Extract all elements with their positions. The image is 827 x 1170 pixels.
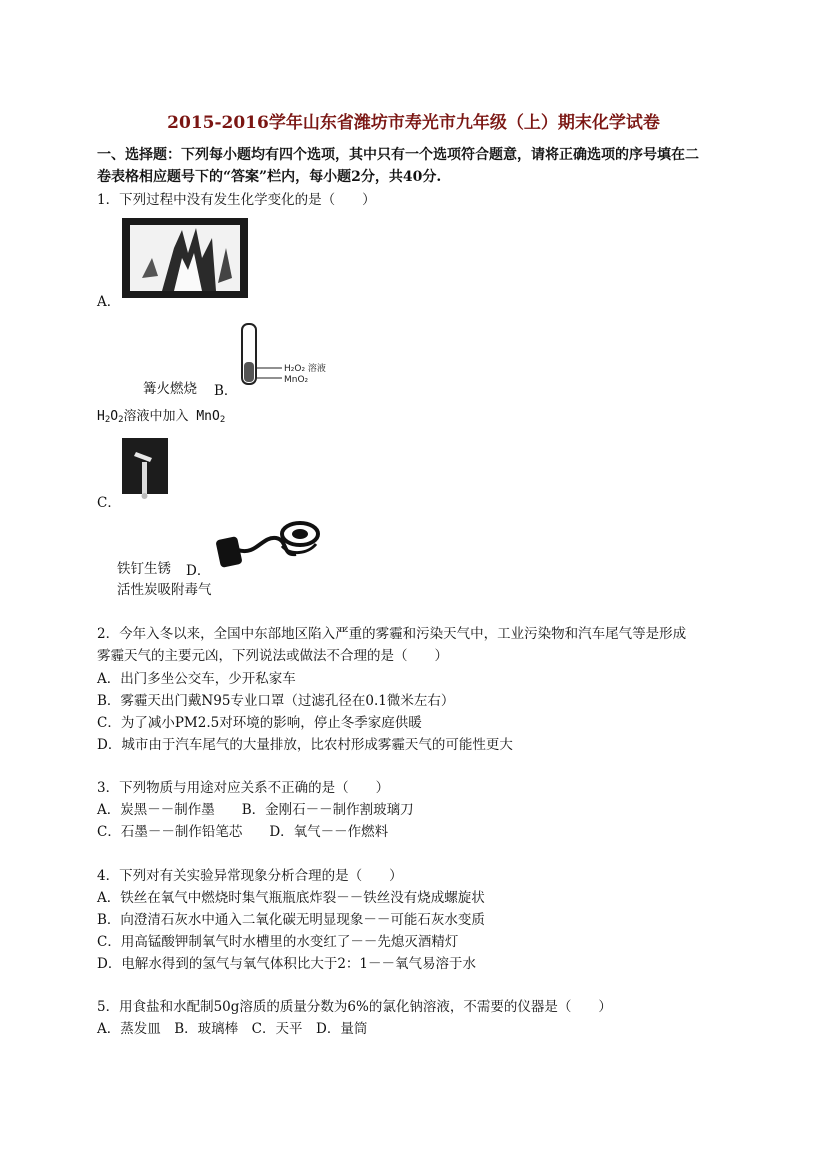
q1-stem: 1．下列过程中没有发生化学变化的是（ ） — [97, 192, 376, 208]
q1-option-a-label: A． — [97, 294, 121, 310]
q4-option-a: A．铁丝在氧气中燃烧时集气瓶瓶底炸裂－－铁丝没有烧成螺旋状 — [97, 890, 485, 906]
q2-stem-line2: 雾霾天气的主要元凶，下列说法或做法不合理的是（ ） — [97, 648, 448, 664]
section-heading-line2: 卷表格相应题号下的“答案”栏内，每小题2分，共40分. — [97, 169, 442, 185]
page-title: 2015-2016学年山东省潍坊市寿光市九年级（上）期末化学试卷 — [167, 113, 660, 133]
q4-option-b: B．向澄清石灰水中通入二氧化碳无明显现象－－可能石灰水变质 — [97, 912, 485, 928]
q1-option-c-caption: 铁钉生锈 — [117, 561, 171, 577]
bonfire-image — [122, 218, 248, 298]
q2-option-d: D．城市由于汽车尾气的大量排放，比农村形成雾霾天气的可能性更大 — [97, 737, 513, 753]
test-tube-image — [238, 322, 350, 388]
q3-options-row2: C．石墨－－制作铅笔芯 D．氧气－－作燃料 — [97, 824, 389, 840]
q1-option-d-label: D． — [186, 563, 211, 579]
q1-option-b-label: B． — [214, 383, 238, 399]
q1-option-c-label: C． — [97, 495, 121, 511]
q2-stem-line1: 2．今年入冬以来，全国中东部地区陷入严重的雾霾和污染天气中，工业污染物和汽车尾气等是形成 — [97, 626, 687, 642]
test-tube-label-solution: H₂O₂ 溶液 — [284, 364, 326, 374]
q5-stem: 5．用食盐和水配制50g溶质的质量分数为6%的氯化钠溶液，不需要的仪器是（ ） — [97, 999, 612, 1015]
rusting-nail-image — [122, 438, 168, 500]
q1-option-b-caption: $H_2O_2$溶液中加入 MnO$_2$ — [97, 409, 226, 425]
q2-option-c: C．为了减小PM2.5对环境的影响，停止冬季家庭供暖 — [97, 715, 422, 731]
q2-option-a: A．出门多坐公交车，少开私家车 — [97, 671, 296, 687]
q3-options-row1: A．炭黑－－制作墨 B．金刚石－－制作割玻璃刀 — [97, 802, 414, 818]
q5-options: A．蒸发皿 B．玻璃棒 C．天平 D．量筒 — [97, 1021, 368, 1037]
section-heading-line1: 一、选择题：下列每小题均有四个选项，其中只有一个选项符合题意，请将正确选项的序号填在二 — [97, 147, 699, 163]
q4-option-c: C．用高锰酸钾制氧气时水槽里的水变红了－－先熄灭酒精灯 — [97, 934, 459, 950]
q4-stem: 4．下列对有关实验异常现象分析合理的是（ ） — [97, 868, 403, 884]
gas-mask-image — [216, 516, 326, 568]
q1-option-a-caption: 篝火燃烧 — [143, 381, 197, 397]
q4-option-d: D．电解水得到的氢气与氧气体积比大于2：1－－氧气易溶于水 — [97, 956, 477, 972]
q3-stem: 3．下列物质与用途对应关系不正确的是（ ） — [97, 780, 390, 796]
q1-option-d-caption: 活性炭吸附毒气 — [117, 582, 212, 598]
q2-option-b: B．雾霾天出门戴N95专业口罩（过滤孔径在0.1微米左右） — [97, 693, 455, 709]
test-tube-label-mno2: MnO₂ — [284, 375, 309, 385]
